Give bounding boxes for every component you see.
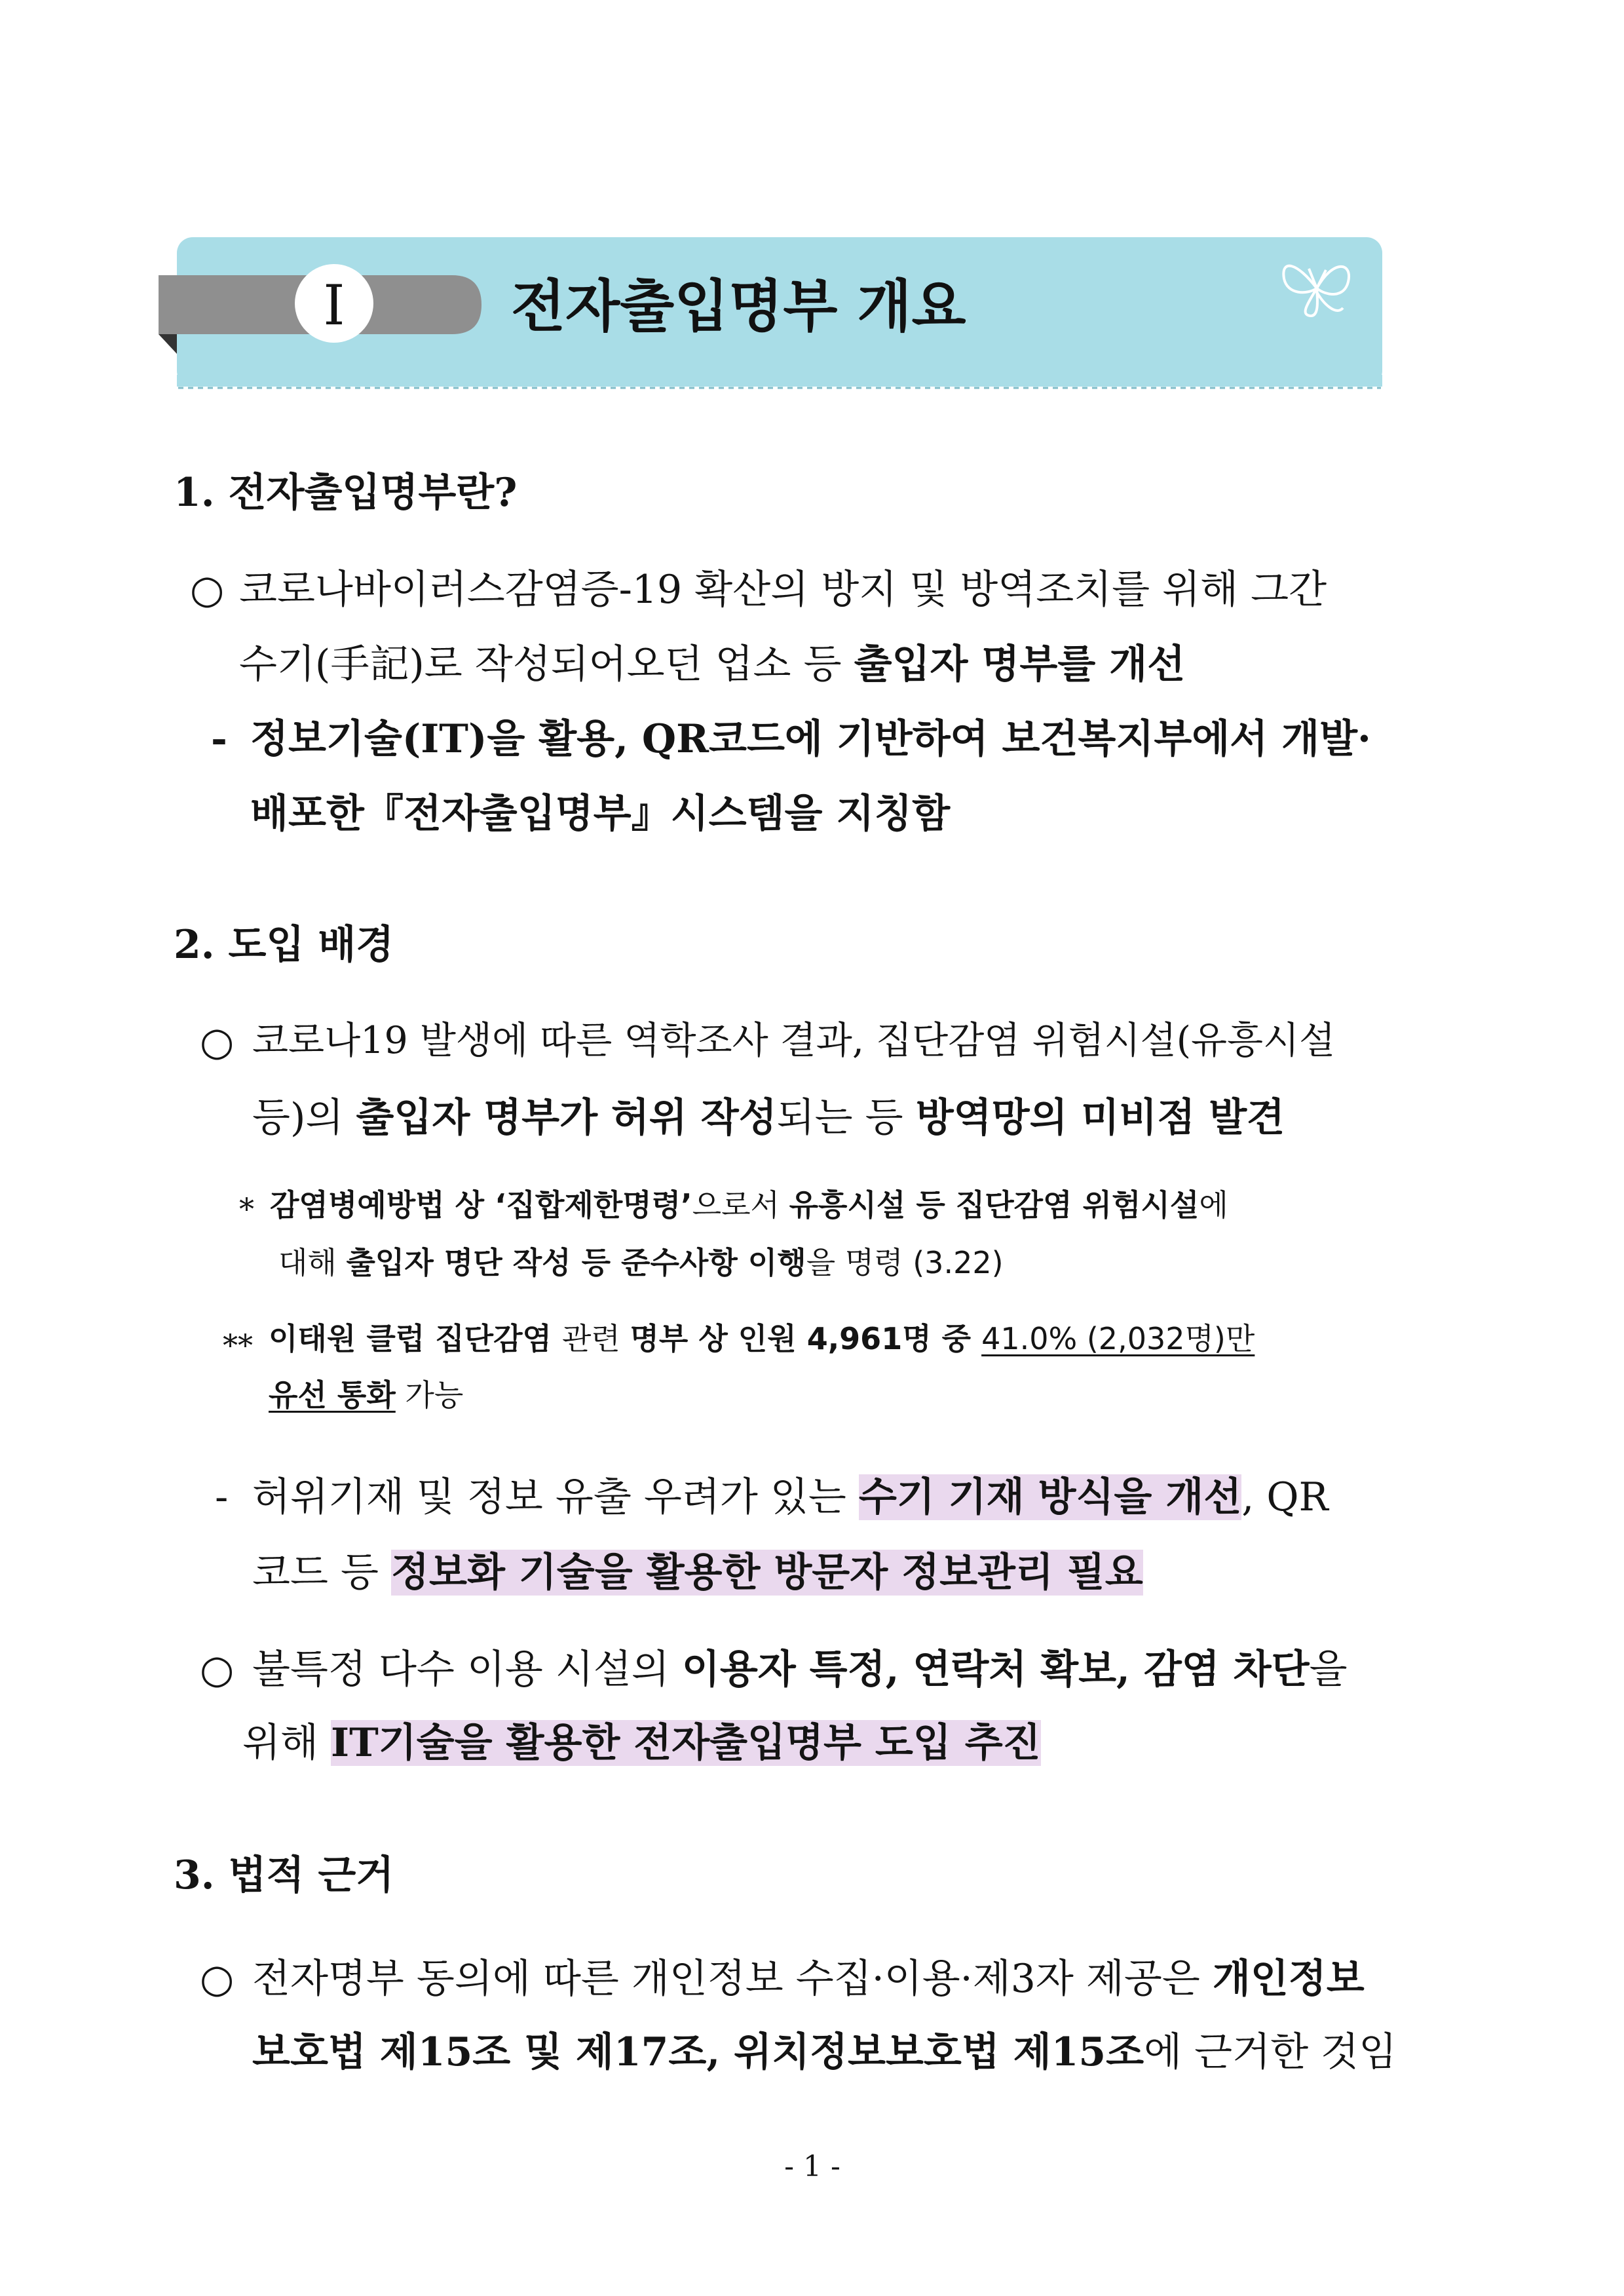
note-2-emph-b: 명부 상 인원 4,961명 중: [630, 1321, 982, 1356]
note-2-underline-a: 41.0% (2,032명)만: [981, 1321, 1255, 1356]
s3-p1-emph-a: 개인정보: [1212, 1956, 1365, 2002]
note-2-line2: [269, 1377, 464, 1413]
s2-p3-emph-a: 이용자 특정, 연락처 확보, 감염 차단: [681, 1647, 1310, 1693]
s2-p3-text-b: 을: [1309, 1647, 1348, 1693]
s1-p2-line1: 정보기술(IT)을 활용, QR코드에 기반하여 보건복지부에서 개발·: [250, 716, 1371, 762]
s1-p2-line2: 배포한『전자출입명부』시스템을 지칭함: [250, 791, 951, 837]
note-2-line1: [269, 1321, 1255, 1356]
s3-p1-text-b: 에 근거한 것임: [1144, 2029, 1397, 2075]
s1-p1-line2-text: 수기(手記)로 작성되어오던 업소 등: [239, 641, 854, 687]
note-1-emph-c: 출입자 명단 작성 등 준수사항 이행: [346, 1245, 806, 1280]
note-2-mark: **: [223, 1328, 253, 1363]
s3-bullet-1: ○: [200, 1956, 235, 2002]
note-2-text-b: 가능: [395, 1377, 464, 1413]
s2-p3-highlight: IT기술을 활용한 전자출입명부 도입 추진: [331, 1720, 1041, 1766]
s2-bullet-2: ○: [200, 1647, 235, 1693]
s2-p1-line2: [252, 1095, 1285, 1141]
s2-p3-line1: [252, 1647, 1348, 1693]
note-1-mark: *: [239, 1191, 254, 1227]
section-heading-2: 2. 도입 배경: [174, 922, 394, 968]
s3-p1-line1: [252, 1956, 1365, 2002]
s2-p2-line2: [252, 1550, 1143, 1596]
s1-dash-1: -: [211, 716, 227, 762]
s1-p1-line2: [239, 641, 1186, 687]
note-1-emph-a: 감염병예방법 상 ‘집합제한명령’: [270, 1187, 692, 1223]
s2-p1-line1: 코로나19 발생에 따른 역학조사 결과, 집단감염 위험시설(유흥시설: [252, 1019, 1336, 1062]
note-2-underline-b: 유선 통화: [269, 1377, 396, 1413]
note-2-emph-a: 이태원 클럽 집단감염: [269, 1321, 562, 1356]
s2-p2-text-b: , QR: [1241, 1474, 1329, 1520]
s2-p1-l2-text-b: 되는 등: [776, 1095, 916, 1141]
s2-p2-text-c: 코드 등: [252, 1550, 392, 1596]
s2-p1-l2-emph-a: 출입자 명부가 허위 작성: [356, 1095, 777, 1141]
note-1-text-d: 을 명령 (3.22): [806, 1245, 1004, 1280]
s3-p1-line2: [252, 2029, 1397, 2075]
note-1-text-a: 으로서: [692, 1187, 789, 1223]
s1-p1-line1: 코로나바이러스감염증-19 확산의 방지 및 방역조치를 위해 그간: [239, 567, 1327, 613]
section-heading-1: 1. 전자출입명부란?: [174, 470, 518, 516]
s2-p3-text-c: 위해: [242, 1720, 331, 1766]
s2-p2-line1: [252, 1474, 1329, 1520]
note-1-emph-b: 유흥시설 등 집단감염 위험시설: [789, 1187, 1199, 1223]
section-heading-3: 3. 법적 근거: [174, 1852, 394, 1898]
s2-p2-text-a: 허위기재 및 정보 유출 우려가 있는: [252, 1474, 859, 1520]
note-1-text-c: 대해: [278, 1245, 347, 1280]
s1-p1-line2-emphasis: 출입자 명부를 개선: [854, 641, 1186, 687]
s2-p3-line2: [242, 1720, 1041, 1766]
s2-bullet-1: ○: [200, 1019, 235, 1065]
s1-bullet-1: ○: [190, 567, 225, 613]
note-2-text-a: 관련: [561, 1321, 630, 1356]
s2-p3-text-a: 불특정 다수 이용 시설의: [252, 1647, 682, 1693]
butterfly-icon: [1271, 242, 1363, 334]
note-1-line1: [270, 1187, 1228, 1223]
s3-p1-text-a: 전자명부 동의에 따른 개인정보 수집·이용·제3자 제공은: [252, 1956, 1213, 2002]
roman-numeral: Ⅰ: [323, 273, 345, 337]
page-title: 전자출입명부 개요: [511, 274, 966, 339]
s3-p1-emph-b: 보호법 제15조 및 제17조, 위치정보보호법 제15조: [252, 2029, 1144, 2075]
s2-p1-l2-emph-b: 방역망의 미비점 발견: [915, 1095, 1285, 1141]
section-banner: [0, 0, 1624, 406]
s2-p2-highlight-b: 정보화 기술을 활용한 방문자 정보관리 필요: [391, 1550, 1143, 1596]
note-1-line2: [278, 1245, 1004, 1280]
banner-graphic: [0, 0, 1624, 406]
s2-dash-1: -: [215, 1474, 229, 1520]
page-number: - 1 -: [784, 2150, 840, 2183]
s2-p1-l2-text-a: 등)의: [252, 1095, 356, 1141]
note-1-text-b: 에: [1199, 1187, 1228, 1223]
s2-p2-highlight-a: 수기 기재 방식을 개선: [858, 1474, 1242, 1520]
